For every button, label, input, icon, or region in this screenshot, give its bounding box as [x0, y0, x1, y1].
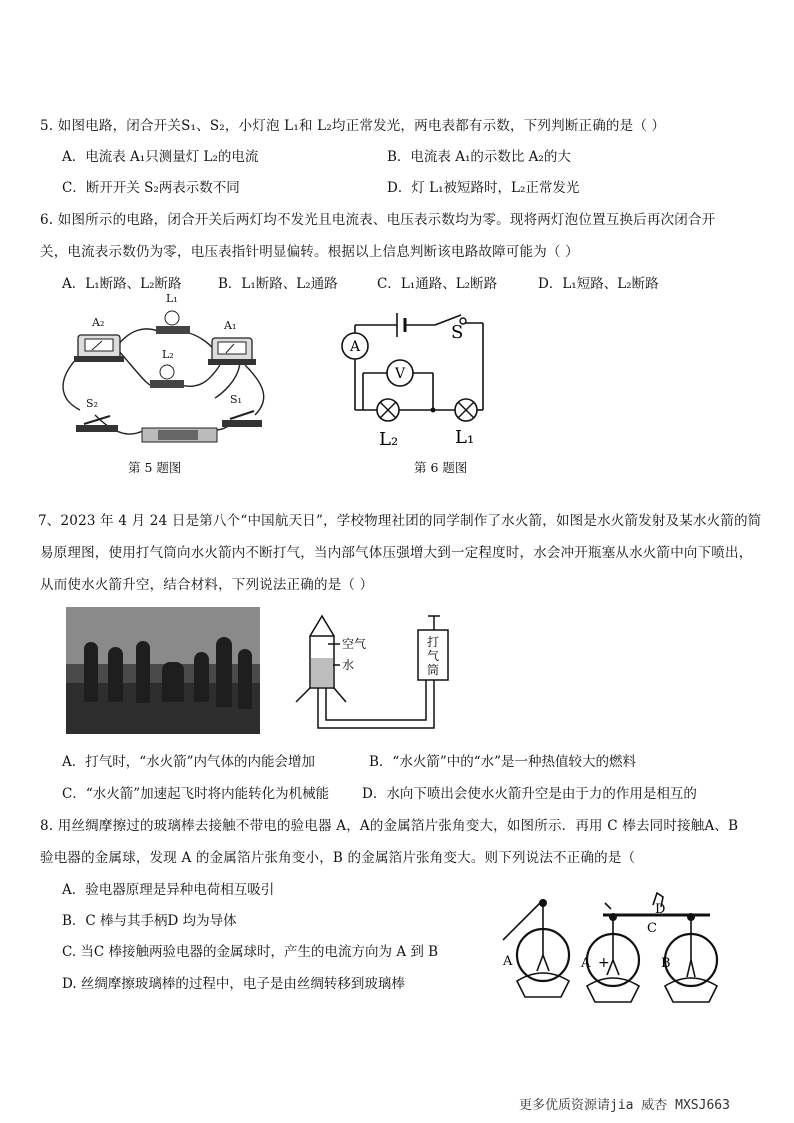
q7-option-d: D．水向下喷出会使水火箭升空是由于力的作用是相互的 [362, 786, 697, 802]
q6-option-a: A．L₁断路、L₂断路 [62, 276, 182, 292]
ammeter-a2-icon [74, 335, 124, 362]
q6-option-c: C．L₁通路、L₂断路 [377, 276, 498, 292]
fig5-label-l1: L₁ [166, 292, 178, 305]
lamp-l1-icon [455, 399, 477, 421]
fig6-label-l2: L₂ [379, 429, 399, 450]
q8-stem-line2: 验电器的金属球，发现 A 的金属箔片张角变小，B 的金属箔片张角变大。则下列说法不正确的是（ [40, 850, 636, 866]
ammeter-a1-icon [208, 338, 256, 365]
figure-5-caption: 第 5 题图 [128, 460, 182, 475]
q6-option-b: B．L₁断路、L₂通路 [218, 276, 338, 292]
figure-6-caption: 第 6 题图 [414, 460, 468, 475]
fig8-label-d: D [655, 902, 666, 917]
fig6-label-a: A [349, 339, 361, 355]
q8-stem-line1: 8. 用丝绸摩擦过的玻璃棒去接触不带电的验电器 A，A的金属箔片张角变大，如图所示．再用 C 棒去同时接触A、B [40, 818, 739, 834]
fig6-label-v: V [394, 366, 406, 382]
q5-stem: 5. 如图电路，闭合开关S₁、S₂，小灯泡 L₁和 L₂均正常发光，两电表都有示数，下列判断正确的是（ ） [40, 118, 666, 134]
q5-option-b: B．电流表 A₁的示数比 A₂的大 [387, 149, 571, 165]
fig6-label-l1: L₁ [455, 427, 475, 448]
svg-text:+: + [598, 955, 610, 971]
q6-stem-line2: 关，电流表示数仍为零，电压表指针明显偏转。根据以上信息判断该电路故障可能为（ ） [40, 244, 579, 260]
fig8-label-a1: A [503, 954, 513, 969]
q8-option-a: A．验电器原理是异种电荷相互吸引 [62, 882, 275, 898]
fig5-label-a2: A₂ [92, 316, 105, 329]
switch-s2-icon [76, 416, 118, 432]
footer-note: 更多优质资源请jia 威杏 MXSJ663 [519, 1098, 730, 1113]
diagram-label-air: 空气 [342, 637, 367, 651]
q8-option-b: B．C 棒与其手柄D 均为导体 [62, 913, 237, 929]
q8-option-d: D. 丝绸摩擦玻璃棒的过程中，电子是由丝绸转移到玻璃棒 [62, 976, 405, 992]
lamp-l2-icon [377, 399, 399, 421]
electroscope-figure [495, 885, 735, 1015]
fig8-label-a2: A [581, 956, 591, 971]
figure-6-circuit [335, 305, 515, 455]
bulb-l1-icon [156, 311, 190, 334]
water-rocket-diagram [288, 610, 458, 740]
q7-option-c: C．“水火箭”加速起飞时将内能转化为机械能 [62, 786, 330, 802]
figure-5-circuit [50, 290, 290, 450]
fig6-label-s: S [451, 322, 464, 343]
q5-option-c: C．断开开关 S₂两表示数不同 [62, 180, 240, 196]
q5-option-a: A．电流表 A₁只测量灯 L₂的电流 [62, 149, 259, 165]
q7-option-b: B．“水火箭”中的“水”是一种热值较大的燃料 [369, 754, 637, 770]
fig8-label-c: C [647, 921, 657, 936]
q5-option-d: D．灯 L₁被短路时，L₂正常发光 [387, 180, 580, 196]
water-rocket-photo [66, 607, 260, 734]
diagram-label-water: 水 [342, 658, 355, 672]
q8-option-c: C. 当C 棒接触两验电器的金属球时，产生的电流方向为 A 到 B [62, 944, 439, 960]
q7-stem-line2: 易原理图，使用打气筒向水火箭内不断打气，当内部气体压强增大到一定程度时，水会冲开瓶塞从水火箭中向下喷出， [40, 545, 753, 561]
q7-stem-line3: 从而使水火箭升空，结合材料，下列说法正确的是（ ） [40, 577, 374, 593]
fig5-label-a1: A₁ [224, 319, 237, 332]
bulb-l2-icon [150, 365, 184, 388]
fig5-label-s1: S₁ [230, 393, 242, 406]
q7-option-a: A．打气时，“水火箭”内气体的内能会增加 [62, 754, 316, 770]
q7-stem-line1: 7、2023 年 4 月 24 日是第八个“中国航天日”，学校物理社团的同学制作了水火箭，如图是水火箭发射及某水火箭的简 [38, 513, 762, 529]
diagram-label-pump: 打 气 筒 [427, 635, 440, 677]
q6-stem-line1: 6. 如图所示的电路，闭合开关后两灯均不发光且电流表、电压表示数均为零。现将两灯泡位置互换后再次闭合开 [40, 212, 716, 228]
fig8-label-b: B [661, 956, 671, 971]
battery-icon [142, 428, 217, 442]
q6-option-d: D．L₁短路、L₂断路 [538, 276, 659, 292]
fig5-label-s2: S₂ [86, 397, 98, 410]
fig5-label-l2: L₂ [162, 348, 174, 361]
